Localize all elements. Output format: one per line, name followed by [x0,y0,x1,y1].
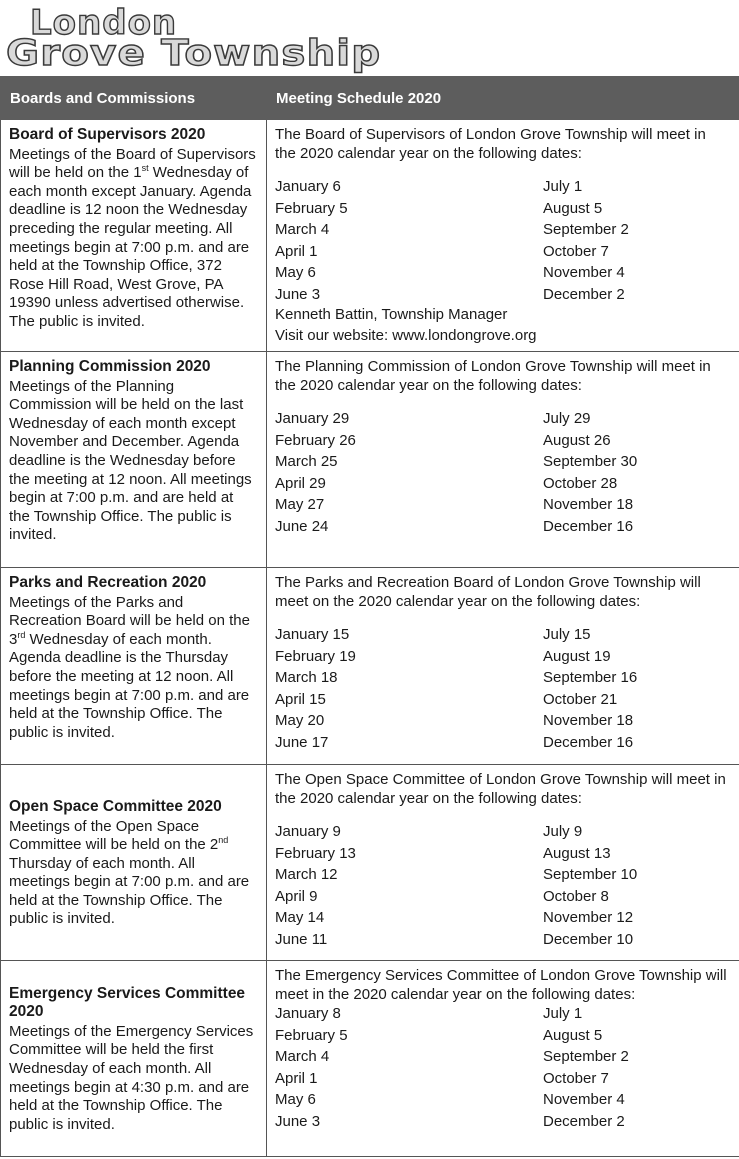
meeting-date: July 15 [543,626,591,644]
schedule-intro: The Board of Supervisors of London Grove Township will meet in the 2020 calendar year on the following dates: [275,126,706,162]
meeting-date: February 5 [275,199,348,217]
meeting-date: August 5 [543,1026,603,1044]
section-row [1,568,739,765]
schedule-intro: The Open Space Committee of London Grove Township will meet in the 2020 calendar year on the following dates: [275,771,726,807]
date-grid [275,409,730,536]
section-title: Parks and Recreation 2020 [9,574,207,591]
date-grid [275,822,730,949]
meeting-date: April 9 [275,887,318,905]
section-row [1,961,739,1157]
meeting-date: July 1 [543,178,583,196]
section-description: Meetings of the Board of Supervisors will be held on the 1st Wednesday of each month except January. Agenda deadline is 12 noon the Wednesday preceding the regular meeting. All meetings begin at 7:00 p.m. and are held at the Township Office, 372 Rose Hill Road, West Grove, PA 19390 unless advertised otherwise. The public is invited. [9,145,256,330]
meeting-date: March 4 [275,221,330,239]
meeting-date: December 16 [543,733,634,751]
meeting-date: July 9 [543,823,583,841]
meeting-date: September 10 [543,866,638,884]
meeting-date: March 25 [275,453,338,471]
meeting-date: May 6 [275,1091,316,1109]
meeting-date: June 3 [275,285,321,303]
meeting-date: March 12 [275,866,338,884]
section-row [1,352,739,568]
meeting-date: August 26 [543,431,611,449]
meeting-date: March 18 [275,669,338,687]
meeting-date: January 15 [275,626,350,644]
meeting-date: May 6 [275,264,316,282]
logo-line-2: Grove Township [6,33,382,74]
meeting-date: November 18 [543,712,634,730]
header-schedule: Meeting Schedule 2020 [267,77,739,120]
meeting-date: February 19 [275,647,356,665]
meeting-date: December 10 [543,930,634,948]
section-info-cell [1,568,267,765]
date-grid [275,1004,730,1131]
section-schedule-cell [267,961,739,1157]
section-info-cell [1,120,267,352]
section-description: Meetings of the Planning Commission will be held on the last Wednesday of each month except November and December. Agenda deadline is the Wednesday before the meeting at 12 noon. All meetings begin at 7:00 p.m. and are held at the Township Office. The public is invited. [9,377,252,544]
section-title: Emergency Services Committee 2020 [9,984,246,1021]
meeting-date: October 21 [543,690,618,708]
meeting-date: May 20 [275,712,325,730]
meeting-date: September 16 [543,669,638,687]
meeting-date: September 30 [543,453,638,471]
meeting-date: July 29 [543,410,591,428]
meeting-date: February 26 [275,431,356,449]
township-logo [0,0,739,76]
schedule-table [0,76,739,1157]
meeting-date: January 29 [275,410,350,428]
table-header-row [1,77,739,120]
meeting-date: April 29 [275,474,326,492]
schedule-intro: The Planning Commission of London Grove Township will meet in the 2020 calendar year on the following dates: [275,358,711,394]
meeting-date: November 18 [543,496,634,514]
meeting-date: April 1 [275,242,318,260]
section-schedule-cell [267,765,739,961]
meeting-date: September 2 [543,221,629,239]
meeting-date: October 28 [543,474,618,492]
meeting-date: June 24 [275,517,329,535]
meeting-date: December 16 [543,517,634,535]
meeting-date: January 8 [275,1005,341,1023]
meeting-date: October 8 [543,887,609,905]
section-schedule-cell [267,352,739,568]
schedule-intro: The Emergency Services Committee of London Grove Township will meet in the 2020 calendar year on the following dates: [275,967,727,1003]
header-boards: Boards and Commissions [1,77,267,120]
meeting-date: July 1 [543,1005,583,1023]
meeting-date: May 14 [275,909,325,927]
section-title: Board of Supervisors 2020 [9,126,206,143]
section-title: Planning Commission 2020 [9,358,211,375]
meeting-date: May 27 [275,496,325,514]
section-row [1,120,739,352]
meeting-date: November 12 [543,909,634,927]
section-schedule-cell [267,120,739,352]
contact-line: Kenneth Battin, Township Manager [275,305,508,323]
meeting-date: January 9 [275,823,341,841]
meeting-date: December 2 [543,1112,625,1130]
contact-line: Visit our website: www.londongrove.org [275,327,537,345]
section-description: Meetings of the Emergency Services Committee will be held the first Wednesday of each month. All meetings begin at 4:30 p.m. and are held at the Township Office. The public is invited. [9,1022,254,1133]
meeting-date: April 1 [275,1069,318,1087]
meeting-date: January 6 [275,178,341,196]
meeting-date: November 4 [543,264,625,282]
schedule-intro: The Parks and Recreation Board of London Grove Township will meet on the 2020 calendar year on the following dates: [275,574,701,610]
meeting-date: December 2 [543,285,625,303]
meeting-date: March 4 [275,1048,330,1066]
meeting-date: April 15 [275,690,326,708]
meeting-date: June 11 [275,930,328,948]
meeting-date: October 7 [543,1069,609,1087]
section-info-cell [1,961,267,1157]
meeting-date: October 7 [543,242,609,260]
logo-line-1: London [30,3,178,43]
section-info-cell [1,352,267,568]
meeting-date: November 4 [543,1091,625,1109]
section-title: Open Space Committee 2020 [9,797,222,815]
section-info-cell [1,765,267,961]
date-grid [275,625,730,752]
section-description: Meetings of the Parks and Recreation Board will be held on the 3rd Wednesday of each month. Agenda deadline is the Thursday before the meeting at 12 noon. All meetings begin at 7:00 p.m. and are held at the Township Office. The public is invited. [9,593,250,741]
meeting-date: August 13 [543,844,611,862]
section-schedule-cell [267,568,739,765]
meeting-date: February 13 [275,844,356,862]
meeting-date: February 5 [275,1026,348,1044]
meeting-date: June 17 [275,733,329,751]
meeting-date: September 2 [543,1048,629,1066]
section-description: Meetings of the Open Space Committee will be held on the 2nd Thursday of each month. All meetings begin at 7:00 p.m. and are held at the Township Office. The public is invited. [9,817,250,928]
date-grid [275,177,730,304]
section-row [1,765,739,961]
meeting-date: June 3 [275,1112,321,1130]
meeting-date: August 5 [543,199,603,217]
meeting-date: August 19 [543,647,611,665]
